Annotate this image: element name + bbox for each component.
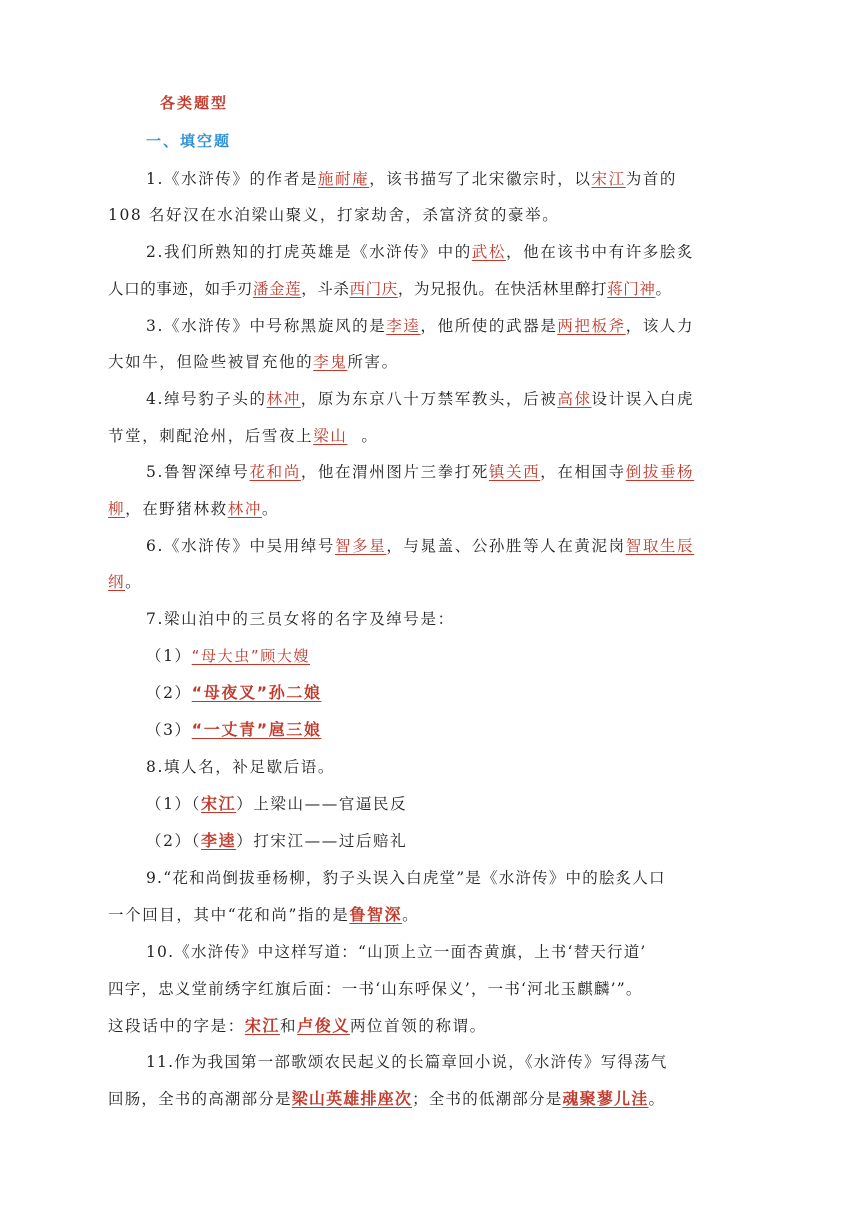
question-4-line-1: [146, 387, 752, 411]
question-8-item-2: [146, 829, 752, 853]
text: ，在相国寺: [540, 463, 626, 481]
question-10-line-1: 10.《水浒传》中这样写道：“山顶上立一面杏黄旗，上书‘替天行道’: [146, 943, 647, 961]
text: ，原为东京八十万禁军教头，后被: [300, 390, 558, 408]
question-7-item-3: [146, 718, 752, 742]
answer: “母大虫”顾大嫂: [191, 647, 311, 665]
question-2-line-1: [146, 240, 752, 264]
text: ，在野猪林救: [125, 500, 228, 518]
answer: 西门庆: [349, 280, 398, 298]
answer: 魂聚蓼儿洼: [562, 1089, 649, 1108]
answer: “一丈青”扈三娘: [191, 720, 322, 739]
text: ，该书描写了北宋徽宗时，以: [369, 170, 592, 188]
answer: 潘金莲: [252, 280, 302, 298]
text: 。: [648, 1090, 666, 1108]
text: 。: [361, 427, 379, 445]
text: ，为兄报仇。在快活林里醉打: [397, 280, 608, 298]
text: 。: [655, 280, 672, 298]
question-9-line-1: 9.“花和尚倒拔垂杨柳，豹子头误入白虎堂”是《水浒传》中的脍炙人口: [146, 869, 666, 887]
text: 4.绰号豹子头的: [146, 390, 267, 408]
answer: 纲: [108, 573, 126, 591]
answer: 李逵: [201, 831, 237, 850]
question-8-item-1: [146, 792, 752, 816]
item-number: （3）: [146, 721, 192, 739]
text: 。: [402, 906, 420, 924]
text: 设计误入白虎: [591, 390, 695, 408]
answer: “母夜叉”孙二娘: [191, 683, 322, 702]
item-number: （2）: [146, 684, 192, 702]
question-10-line-2: 四字，忠义堂前绣字红旗后面：一书‘山东呼保义’，一书‘河北玉麒麟’”。: [108, 980, 643, 998]
answer: 柳: [108, 500, 126, 518]
text: 3.《水浒传》中号称黑旋风的是: [146, 317, 387, 335]
text: 这段话中的字是：: [108, 1017, 245, 1035]
answer: 宋江: [591, 170, 626, 188]
text: ，他在渭州图片三拳打死: [300, 463, 489, 481]
text: ，与晁盖、公孙胜等人在黄泥岗: [386, 537, 626, 555]
question-6-line-1: [146, 534, 752, 558]
text: ，他所使的武器是: [420, 317, 558, 335]
text: 所害。: [347, 353, 399, 371]
answer: 施耐庵: [317, 170, 370, 188]
text: ；全书的低潮部分是: [412, 1090, 563, 1108]
item-number: （1）（: [146, 795, 202, 813]
text: 5.鲁智深绰号: [146, 463, 250, 481]
text: 。: [125, 573, 143, 591]
item-number: （2）（: [146, 832, 202, 850]
text: ）上梁山——官逼民反: [236, 795, 408, 813]
answer: 卢俊义: [297, 1016, 350, 1035]
answer: 智多星: [335, 537, 387, 555]
text: ）打宋江——过后赔礼: [236, 832, 408, 850]
text: 一个回目，其中“花和尚”指的是: [108, 906, 350, 924]
text: 两位首领的称谓。: [349, 1017, 487, 1035]
answer: 宋江: [201, 794, 237, 813]
question-7-item-1: [146, 644, 752, 668]
question-7-prompt: 7.梁山泊中的三员女将的名字及绰号是：: [146, 610, 455, 628]
question-1-line-2: 108 名好汉在水泊梁山聚义，打家劫舍，杀富济贫的豪举。: [108, 206, 560, 224]
question-3-line-2: [108, 350, 752, 374]
text: ，他在该书中有许多脍炙: [506, 243, 695, 261]
text: 节堂，刺配沧州，后雪夜上: [108, 427, 314, 445]
answer: 蒋门神: [607, 280, 656, 298]
answer: 智取生辰: [625, 537, 695, 555]
answer: 武松: [471, 243, 506, 261]
text: 6.《水浒传》中吴用绰号: [146, 537, 335, 555]
question-3-line-1: [146, 314, 752, 338]
text: 1.《水浒传》的作者是: [146, 170, 318, 188]
text: 大如牛，但险些被冒充他的: [108, 353, 314, 371]
item-number: （1）: [146, 647, 192, 665]
answer: 梁山: [313, 427, 348, 445]
text: 和: [280, 1017, 298, 1035]
text: 为首的: [625, 170, 678, 188]
text: ，该人力: [625, 317, 695, 335]
answer: 李逵: [386, 317, 421, 335]
question-6-line-2: [108, 570, 752, 594]
question-11-line-1: 11.作为我国第一部歌颂农民起义的长篇章回小说，《水浒传》写得荡气: [146, 1053, 668, 1071]
question-1-line-1: [146, 167, 752, 191]
question-2-line-2: [108, 277, 752, 301]
question-5-line-1: [146, 460, 752, 484]
answer: 李鬼: [313, 353, 348, 371]
text: ，斗杀: [301, 280, 350, 298]
answer: 高俅: [557, 390, 592, 408]
answer: 花和尚: [249, 463, 301, 481]
answer: 林冲: [266, 390, 301, 408]
answer: 鲁智深: [349, 905, 403, 924]
section-title: 一、填空题: [146, 132, 232, 150]
question-8-prompt: 8.填人名，补足歇后语。: [146, 758, 335, 776]
text: 2.我们所熟知的打虎英雄是《水浒传》中的: [146, 243, 472, 261]
answer: 倒拔垂杨: [625, 463, 695, 481]
answer: 两把板斧: [557, 317, 626, 335]
question-7-item-2: [146, 681, 752, 705]
question-11-line-2: [108, 1087, 752, 1111]
question-5-line-2: [108, 497, 752, 521]
text: 回肠，全书的高潮部分是: [108, 1090, 292, 1108]
question-9-line-2: [108, 903, 752, 927]
question-10-line-3: [108, 1014, 752, 1038]
answer: 林冲: [227, 500, 262, 518]
answer: 梁山英雄排座次: [291, 1089, 413, 1108]
answer: 宋江: [244, 1016, 281, 1035]
page-title: 各类题型: [160, 94, 229, 112]
text: 。: [261, 500, 280, 518]
question-4-line-2: [108, 424, 752, 448]
answer: 镇关西: [488, 463, 541, 481]
text: 人口的事迹，如手刃: [108, 280, 253, 298]
